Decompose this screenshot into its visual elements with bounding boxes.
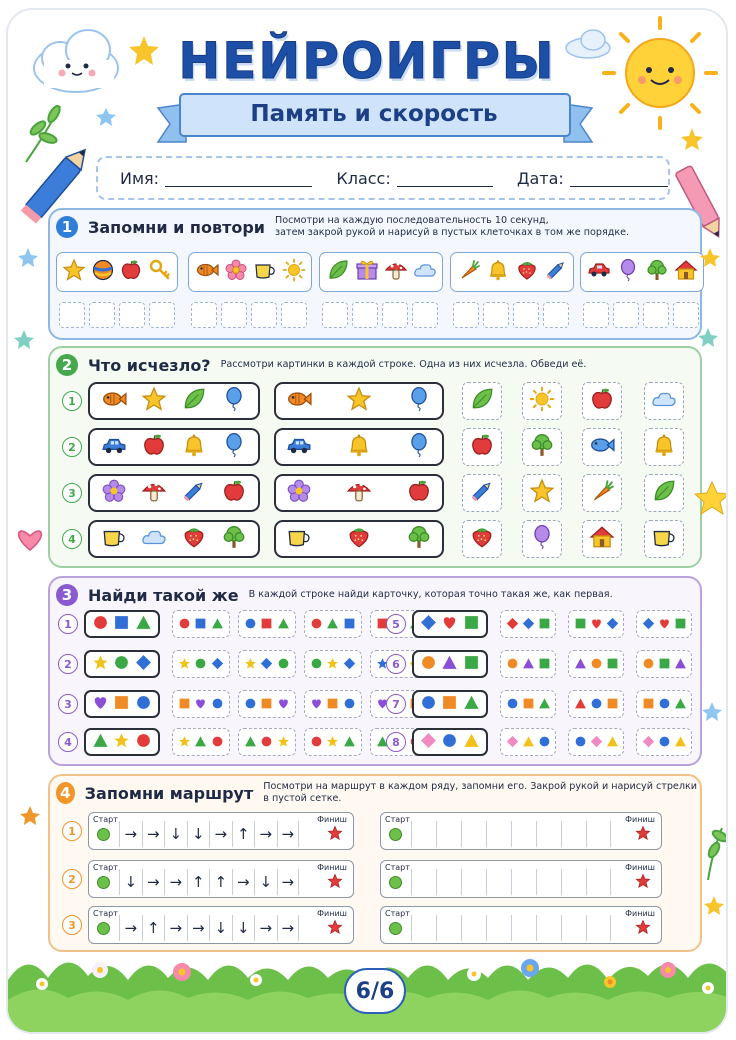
section-instruction: Рассмотри картинки в каждой строке. Одна из них исчезла. Обведи её.: [220, 359, 587, 370]
flower-icon: [173, 963, 191, 981]
date-field[interactable]: [570, 169, 668, 187]
star-icon: [698, 328, 718, 347]
route-arrow: ↓: [254, 869, 277, 895]
row-number: 5: [386, 614, 406, 634]
row-number: 4: [62, 529, 82, 549]
section-instruction: Посмотри на каждую последовательность 10 секунд, затем закрой рукой и нарисуй в пустых клеточках в том же порядке.: [275, 215, 630, 238]
star-icon: [18, 248, 38, 267]
route-arrow: ↓: [232, 915, 255, 941]
finish-label: Финиш: [625, 863, 655, 872]
class-field[interactable]: [397, 169, 493, 187]
finish-label: Финиш: [317, 815, 347, 824]
row-number: 7: [386, 694, 406, 714]
section-title: Запомни маршрут: [84, 783, 254, 803]
finish-label: Финиш: [317, 909, 347, 918]
start-label: Старт: [385, 909, 410, 918]
leaf-branch-icon: [26, 104, 62, 162]
section-number: 1: [56, 216, 78, 238]
section-number: 4: [56, 782, 75, 804]
route-arrow: →: [164, 869, 187, 895]
date-label: Дата:: [516, 168, 564, 188]
flower-icon: [702, 982, 714, 994]
row-number: 3: [62, 915, 82, 935]
finish-label: Финиш: [625, 815, 655, 824]
route-arrow: ↓: [187, 821, 210, 847]
side-decorations: [8, 240, 728, 960]
route-arrow: →: [254, 915, 277, 941]
row-number: 1: [62, 821, 82, 841]
flower-icon: [92, 962, 108, 978]
star-icon: [695, 482, 728, 514]
row-number: 3: [58, 694, 78, 714]
route-arrow: ↑: [209, 869, 232, 895]
section-number: 3: [56, 584, 78, 606]
start-label: Старт: [93, 815, 118, 824]
page-subtitle: Память и скорость: [250, 101, 498, 127]
star-icon: [20, 806, 40, 825]
section-instruction: В каждой строке найди карточку, которая точно такая же, как первая.: [248, 589, 613, 600]
route-arrow: →: [232, 869, 255, 895]
start-label: Старт: [93, 863, 118, 872]
finish-label: Финиш: [317, 863, 347, 872]
page-number: 6/6: [344, 968, 406, 1014]
finish-label: Финиш: [625, 909, 655, 918]
route-arrow: →: [119, 821, 142, 847]
star-icon: [681, 128, 703, 150]
name-label: Имя:: [120, 168, 160, 188]
route-arrow: ↑: [187, 869, 210, 895]
route-arrow: ↓: [119, 869, 142, 895]
name-field[interactable]: [165, 169, 312, 187]
route-arrow: ↓: [164, 821, 187, 847]
start-label: Старт: [93, 909, 118, 918]
route-arrow: →: [277, 821, 300, 847]
start-label: Старт: [385, 815, 410, 824]
row-number: 1: [62, 391, 82, 411]
row-number: 2: [62, 437, 82, 457]
row-number: 2: [62, 869, 82, 889]
flower-icon: [250, 974, 262, 986]
start-label: Старт: [385, 863, 410, 872]
heart-icon: [19, 531, 42, 550]
route-arrow: →: [142, 869, 165, 895]
route-arrow: →: [119, 915, 142, 941]
section-number: 2: [56, 354, 78, 376]
flower-icon: [660, 962, 676, 978]
section-title: Запомни и повтори: [88, 217, 266, 237]
flower-icon: [36, 978, 48, 990]
route-arrow: →: [187, 915, 210, 941]
row-number: 8: [386, 732, 406, 752]
leaf-branch-icon: [707, 828, 728, 880]
section-instruction: Посмотри на маршрут в каждом ряду, запомни его. Закрой рукой и нарисуй стрелки в пустой сетке.: [263, 781, 697, 804]
route-arrow: ↑: [232, 821, 255, 847]
route-arrow: →: [277, 869, 300, 895]
subtitle-ribbon: [178, 92, 570, 140]
worksheet-page: [6, 8, 728, 1034]
route-arrow: ↑: [142, 915, 165, 941]
route-arrow: →: [164, 915, 187, 941]
star-icon: [702, 702, 722, 721]
section-header: [50, 210, 629, 244]
page-title: НЕЙРОИГРЫ: [178, 32, 556, 90]
row-number: 6: [386, 654, 406, 674]
row-number: 2: [58, 654, 78, 674]
star-icon: [704, 896, 724, 915]
section-title: Найди такой же: [88, 585, 239, 605]
route-arrow: →: [277, 915, 300, 941]
flower-icon: [604, 976, 616, 988]
flower-icon: [467, 967, 481, 981]
row-number: 3: [62, 483, 82, 503]
flower-icon: [521, 959, 539, 977]
student-info-box: [96, 156, 670, 200]
section-title: Что исчезло?: [88, 355, 211, 375]
route-arrow: →: [254, 821, 277, 847]
star-icon: [700, 248, 720, 267]
class-label: Класс:: [336, 168, 391, 188]
route-arrow: ↓: [209, 915, 232, 941]
row-number: 1: [58, 614, 78, 634]
star-icon: [14, 330, 34, 349]
row-number: 4: [58, 732, 78, 752]
route-arrow: →: [209, 821, 232, 847]
star-icon: [96, 108, 116, 126]
route-arrow: →: [142, 821, 165, 847]
